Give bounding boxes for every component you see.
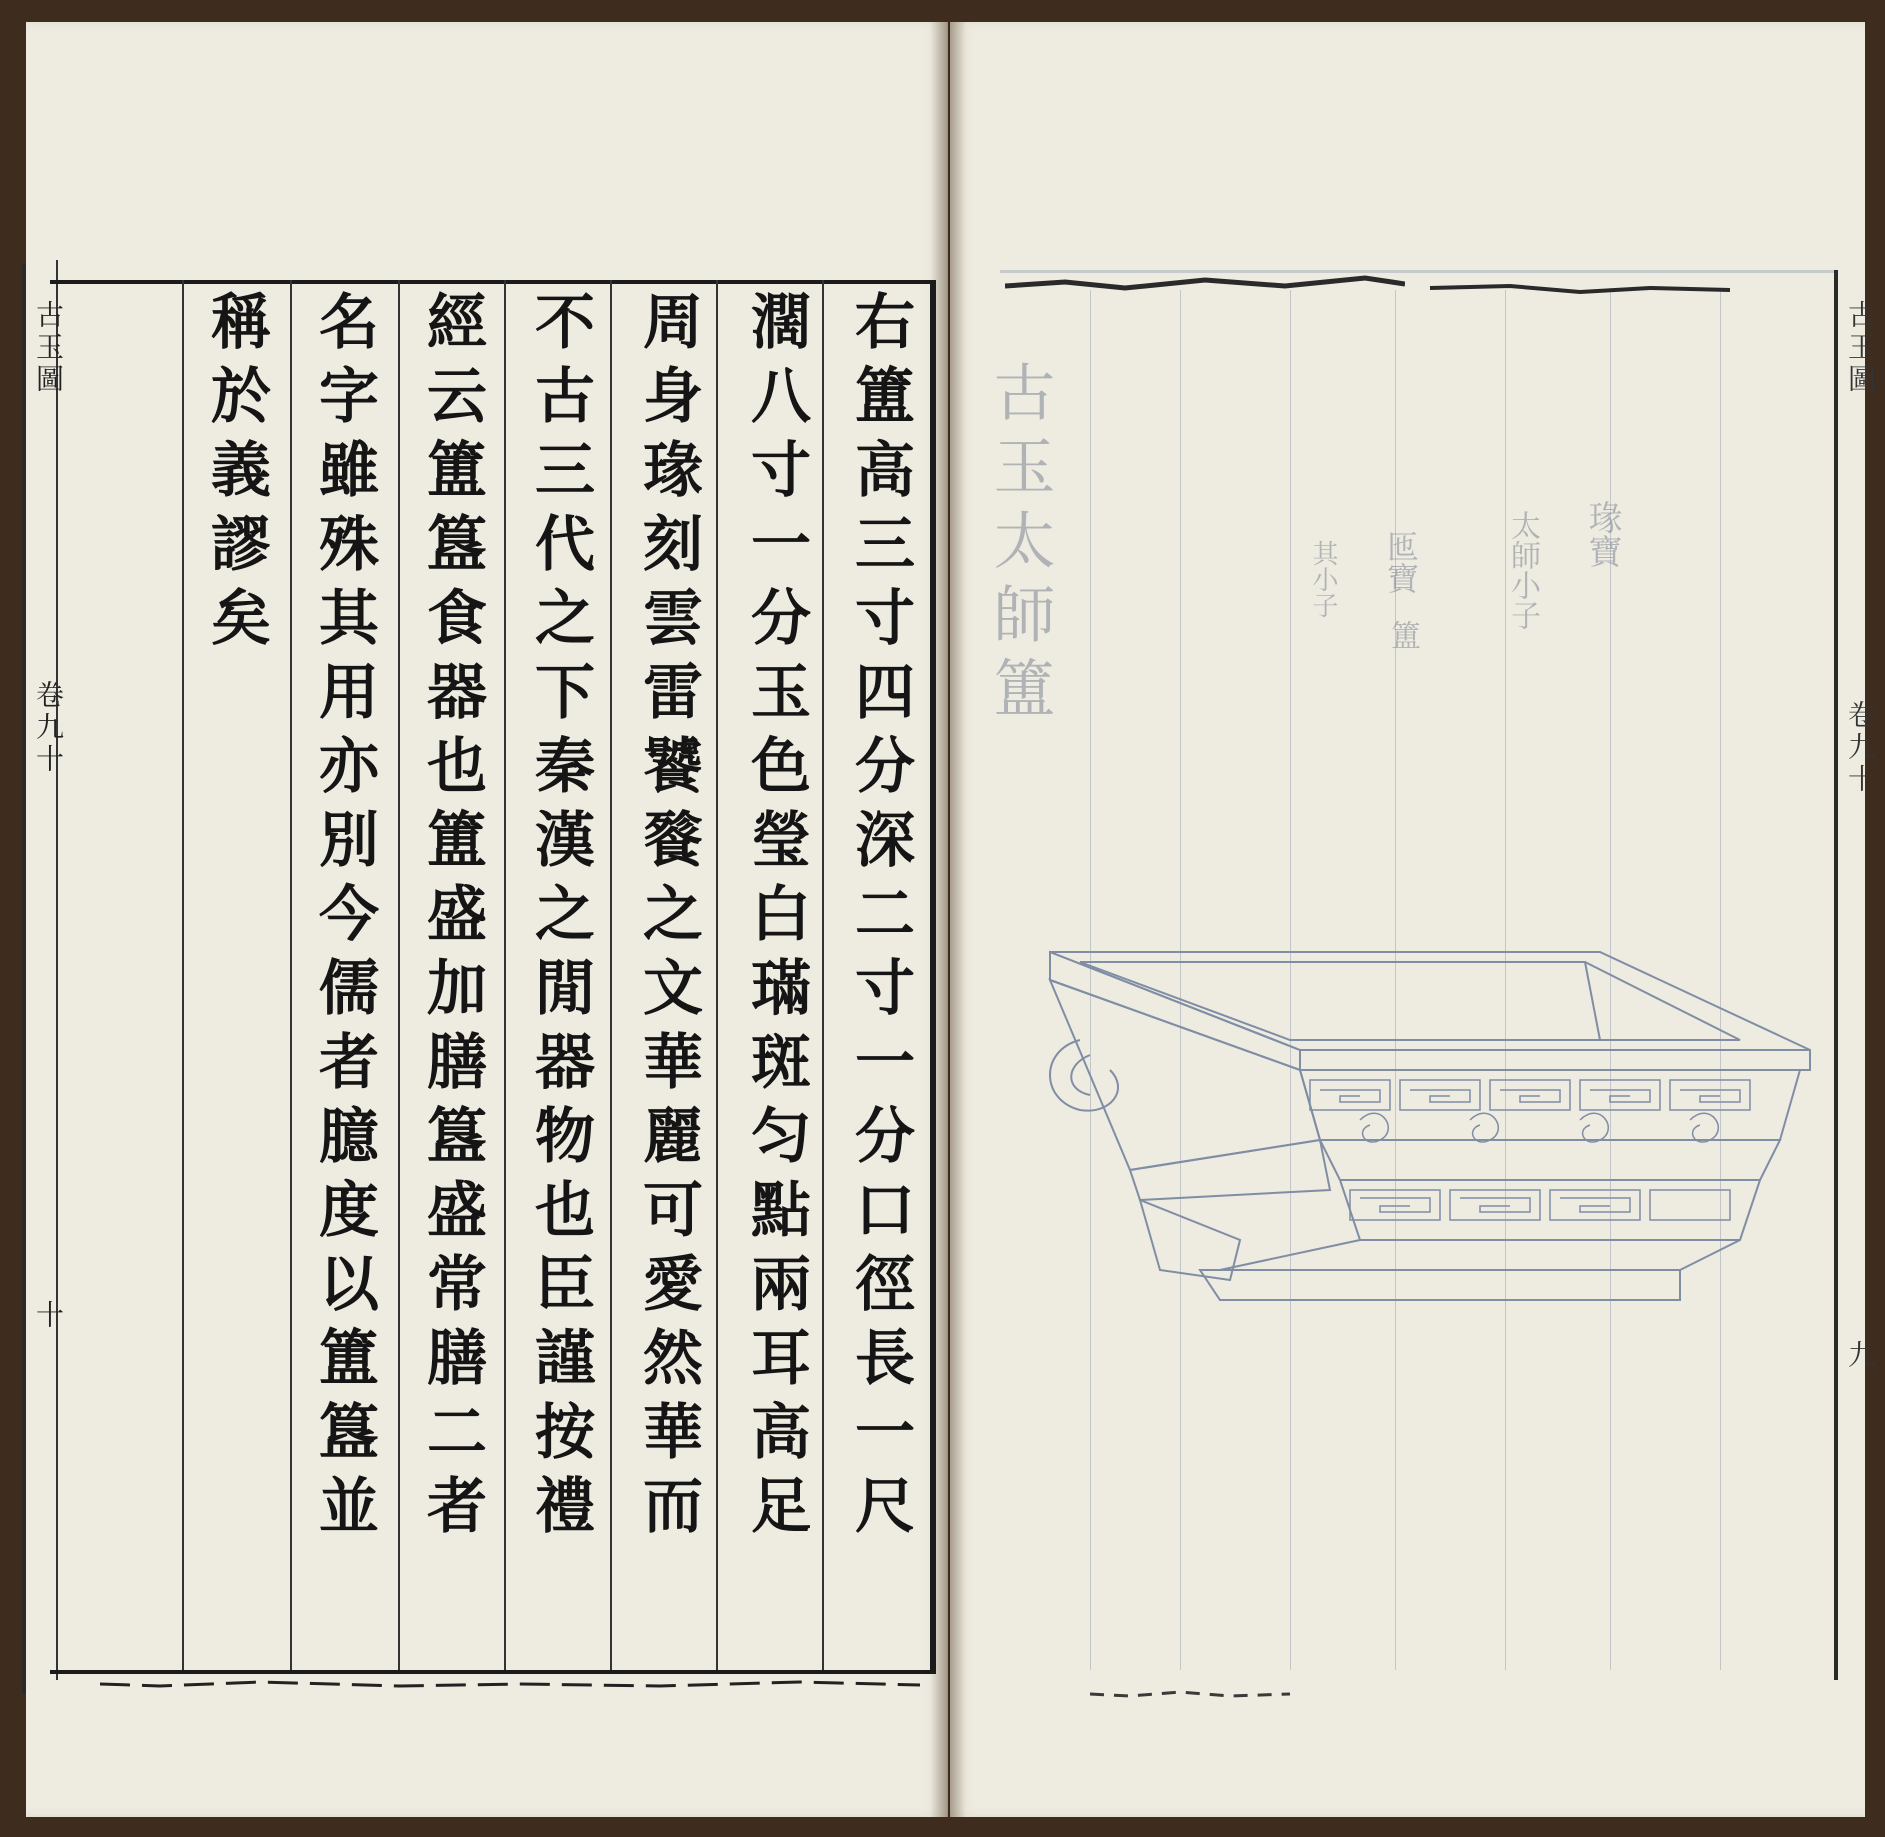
column-rule xyxy=(290,280,292,1670)
column-rule xyxy=(504,280,506,1670)
left-fold-volume: 卷九十 xyxy=(32,680,65,776)
right-fold-title: 古玉圖 xyxy=(1844,300,1877,396)
faint-note: 匜寶 xyxy=(1382,530,1420,594)
column-text: 不古三代之下秦漢之閒器物也臣謹按禮 xyxy=(525,290,595,1548)
faint-note: 其小子 xyxy=(1308,540,1338,618)
left-fold-page: 十 xyxy=(32,1300,65,1332)
column-rule xyxy=(822,280,824,1670)
ink-damage-mark xyxy=(1430,278,1730,302)
left-fold-title: 古玉圖 xyxy=(32,300,65,396)
ink-damage-mark xyxy=(100,1676,920,1696)
column-text: 經云簠簋食器也簠盛加膳簋盛常膳二者 xyxy=(417,290,487,1548)
ink-damage-mark xyxy=(1090,1686,1290,1706)
right-fold-volume: 卷九十 xyxy=(1844,700,1877,796)
text-column-3 xyxy=(628,290,708,1548)
text-column-1 xyxy=(840,290,920,1548)
ink-damage-mark xyxy=(1005,272,1405,302)
text-column-5 xyxy=(412,290,492,1548)
fu-vessel-illustration xyxy=(1040,940,1820,1340)
column-rule xyxy=(716,280,718,1670)
column-text: 名字雖殊其用亦別今儒者臆度以簠簋並 xyxy=(309,290,379,1548)
faint-note: 瑑寶 xyxy=(1582,500,1622,568)
text-column-4 xyxy=(520,290,600,1548)
column-text: 稱於義謬矣 xyxy=(201,290,271,660)
text-column-7 xyxy=(196,290,276,660)
column-rule xyxy=(182,280,184,1670)
faint-note: 太師小子 xyxy=(1505,510,1540,630)
column-rule xyxy=(610,280,612,1670)
right-fold-page: 九 xyxy=(1844,1340,1877,1372)
right-frame-edge xyxy=(1834,270,1838,1680)
faint-note: 簠 xyxy=(1385,620,1420,650)
column-text: 周身瑑刻雲雷饕餮之文華麗可愛然華而 xyxy=(633,290,703,1548)
text-column-2 xyxy=(736,290,816,1548)
column-text: 濶八寸一分玉色瑩白璊斑匀點兩耳高足 xyxy=(741,290,811,1548)
text-column-6 xyxy=(304,290,384,1548)
faint-show-through-title: 古玉太師簠 xyxy=(983,360,1056,730)
column-rule xyxy=(398,280,400,1670)
column-text: 右簠高三寸四分深二寸一分口徑長一尺 xyxy=(845,290,915,1548)
